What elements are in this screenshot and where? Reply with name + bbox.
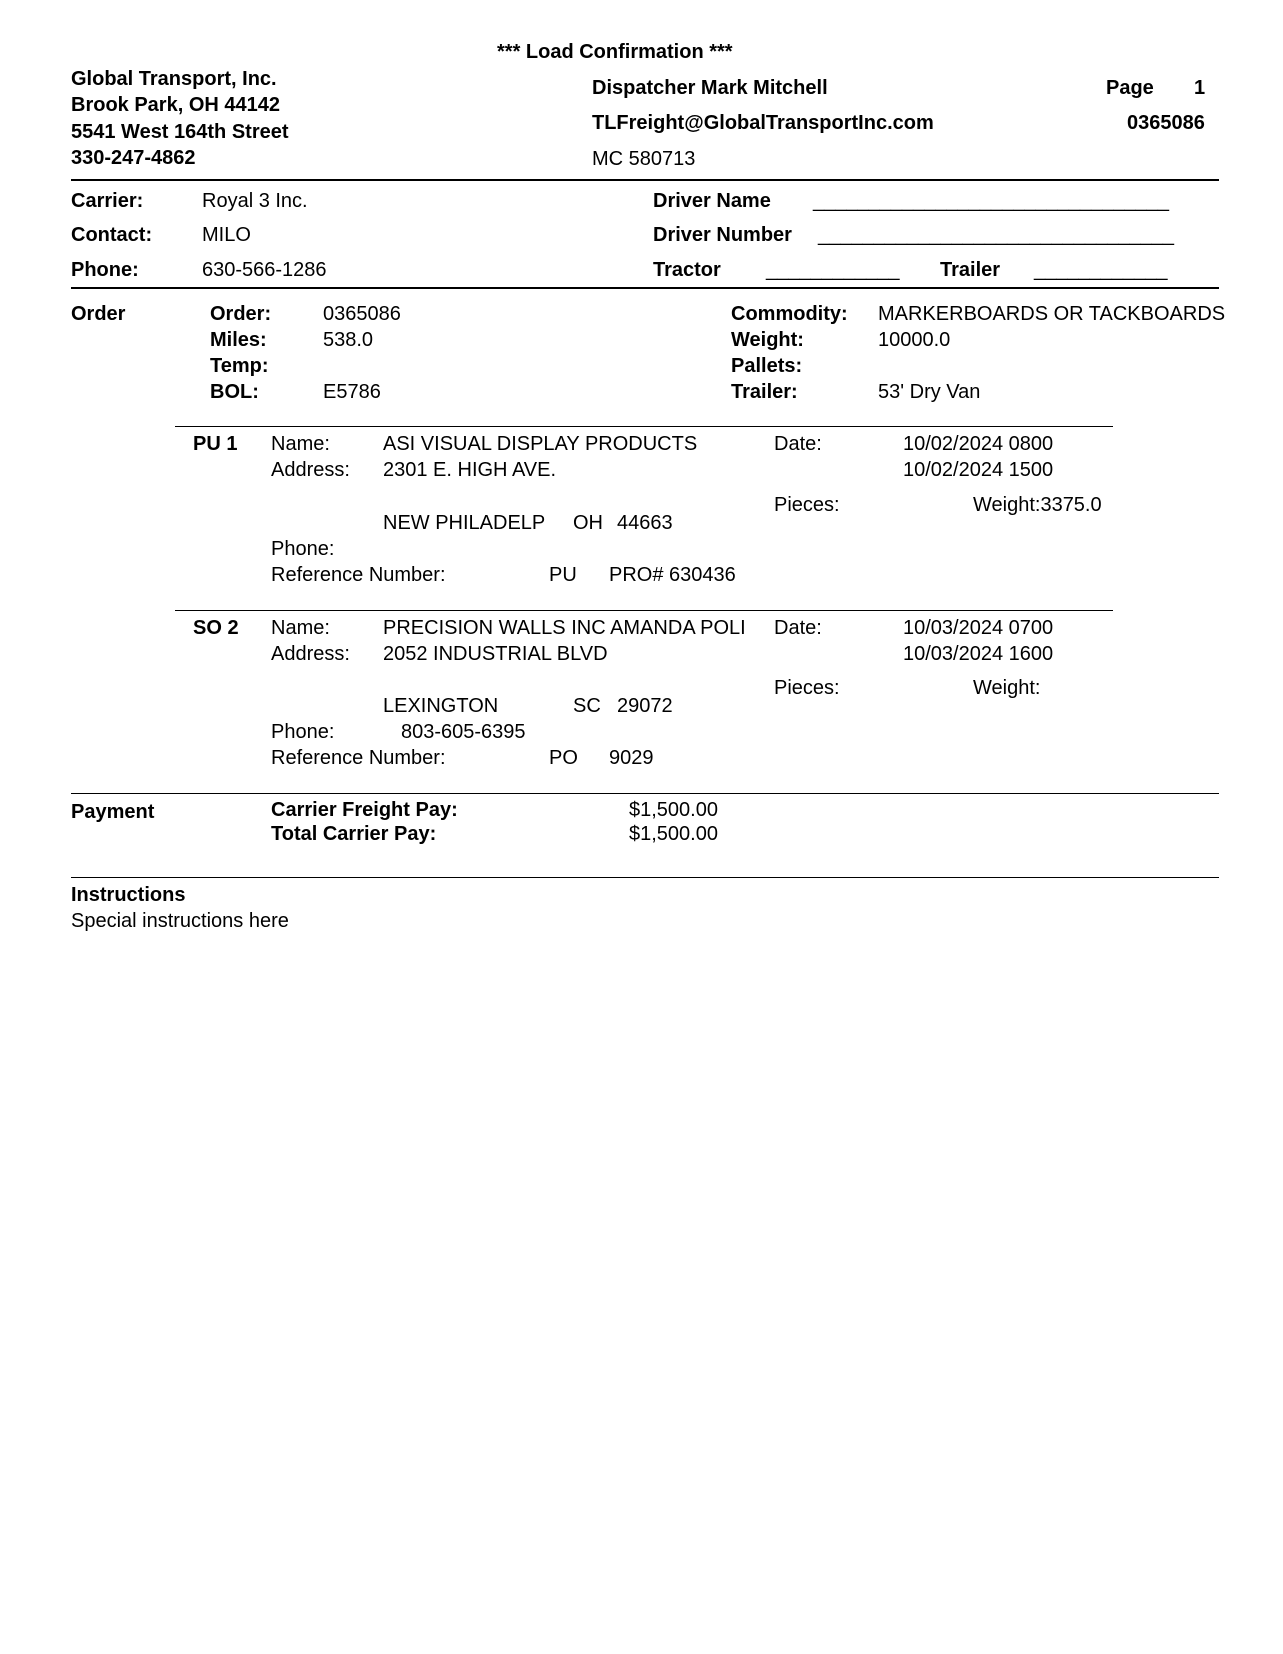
stop-2-reference-type: PO xyxy=(549,747,578,769)
driver-name-label: Driver Name xyxy=(653,190,771,212)
stop-1-date-label: Date: xyxy=(774,433,822,455)
company-city-state-zip: Brook Park, OH 44142 xyxy=(71,94,280,116)
page-label: Page xyxy=(1106,77,1154,99)
stop-2-state: SC xyxy=(573,695,601,717)
contact-label: Contact: xyxy=(71,224,153,246)
stop-2-code: SO 2 xyxy=(193,617,239,639)
carrier-freight-pay-label: Carrier Freight Pay: xyxy=(271,799,458,821)
order-number-label: Order: xyxy=(210,303,272,325)
order-number-value: 0365086 xyxy=(323,303,401,325)
page-number: 1 xyxy=(1194,77,1206,99)
order-weight-value: 10000.0 xyxy=(878,329,951,351)
driver-number-field[interactable]: ________________________________ xyxy=(818,224,1174,246)
driver-name-field[interactable]: ________________________________ xyxy=(813,190,1169,212)
carrier-phone-value: 630-566-1286 xyxy=(202,259,327,281)
stop-2-reference-value: 9029 xyxy=(609,747,654,769)
trailer-label: Trailer xyxy=(940,259,1001,281)
stop-2-name: PRECISION WALLS INC AMANDA POLI xyxy=(383,617,746,639)
carrier-freight-pay-value: $1,500.00 xyxy=(629,799,718,821)
dispatcher-email: TLFreight@GlobalTransportInc.com xyxy=(592,112,934,134)
stop-1-phone-label: Phone: xyxy=(271,538,335,560)
order-trailer-label: Trailer: xyxy=(731,381,798,403)
instructions-divider xyxy=(71,877,1219,878)
stop-2-date-label: Date: xyxy=(774,617,822,639)
tractor-field[interactable]: ____________ xyxy=(766,259,900,281)
stop-1-reference-value: PRO# 630436 xyxy=(609,564,736,586)
tractor-label: Tractor xyxy=(653,259,721,281)
stop-1-pieces-label: Pieces: xyxy=(774,494,840,516)
stop-2-zip: 29072 xyxy=(617,695,673,717)
temp-label: Temp: xyxy=(210,355,269,377)
carrier-phone-label: Phone: xyxy=(71,259,139,281)
load-number: 0365086 xyxy=(1127,112,1205,134)
company-name: Global Transport, Inc. xyxy=(71,68,277,90)
mc-number: MC 580713 xyxy=(592,148,696,170)
dispatcher-name: Dispatcher Mark Mitchell xyxy=(592,77,828,99)
stop-2-address-label: Address: xyxy=(271,643,350,665)
stop-2-date-end: 10/03/2024 1600 xyxy=(903,643,1054,665)
total-carrier-pay-value: $1,500.00 xyxy=(629,823,718,845)
order-section-label: Order xyxy=(71,303,126,325)
header-divider xyxy=(71,179,1219,181)
stop-1-divider xyxy=(175,426,1113,427)
carrier-value: Royal 3 Inc. xyxy=(202,190,308,212)
stop-1-code: PU 1 xyxy=(193,433,238,455)
order-trailer-value: 53' Dry Van xyxy=(878,381,981,403)
stop-1-date-start: 10/02/2024 0800 xyxy=(903,433,1054,455)
stop-1-address-label: Address: xyxy=(271,459,350,481)
stop-1-reference-type: PU xyxy=(549,564,577,586)
stop-1-zip: 44663 xyxy=(617,512,673,534)
pallets-label: Pallets: xyxy=(731,355,803,377)
bol-value: E5786 xyxy=(323,381,381,403)
stop-1-name-label: Name: xyxy=(271,433,330,455)
stop-2-phone: 803-605-6395 xyxy=(401,721,526,743)
company-phone: 330-247-4862 xyxy=(71,147,196,169)
stop-2-phone-label: Phone: xyxy=(271,721,335,743)
stop-2-reference-label: Reference Number: xyxy=(271,747,446,769)
total-carrier-pay-label: Total Carrier Pay: xyxy=(271,823,437,845)
company-street: 5541 West 164th Street xyxy=(71,121,289,143)
stop-1-city: NEW PHILADELP xyxy=(383,512,546,534)
trailer-field[interactable]: ____________ xyxy=(1034,259,1168,281)
stop-2-city: LEXINGTON xyxy=(383,695,499,717)
stop-2-date-start: 10/03/2024 0700 xyxy=(903,617,1054,639)
miles-value: 538.0 xyxy=(323,329,374,351)
commodity-value: MARKERBOARDS OR TACKBOARDS xyxy=(878,303,1226,325)
carrier-label: Carrier: xyxy=(71,190,144,212)
instructions-text: Special instructions here xyxy=(71,910,289,932)
contact-value: MILO xyxy=(202,224,251,246)
driver-number-label: Driver Number xyxy=(653,224,792,246)
instructions-heading: Instructions xyxy=(71,884,186,906)
payment-divider xyxy=(71,793,1219,794)
stop-1-reference-label: Reference Number: xyxy=(271,564,446,586)
miles-label: Miles: xyxy=(210,329,267,351)
stop-1-address: 2301 E. HIGH AVE. xyxy=(383,459,557,481)
payment-section-label: Payment xyxy=(71,801,155,823)
commodity-label: Commodity: xyxy=(731,303,848,325)
stop-2-divider xyxy=(175,610,1113,611)
order-weight-label: Weight: xyxy=(731,329,804,351)
stop-2-pieces-label: Pieces: xyxy=(774,677,840,699)
stop-1-weight: Weight:3375.0 xyxy=(973,494,1102,516)
carrier-divider xyxy=(71,287,1219,289)
stop-1-state: OH xyxy=(573,512,603,534)
stop-2-name-label: Name: xyxy=(271,617,330,639)
stop-2-weight: Weight: xyxy=(973,677,1041,699)
stop-2-address: 2052 INDUSTRIAL BLVD xyxy=(383,643,608,665)
bol-label: BOL: xyxy=(210,381,259,403)
stop-1-date-end: 10/02/2024 1500 xyxy=(903,459,1054,481)
document-title: *** Load Confirmation *** xyxy=(497,41,733,63)
stop-1-name: ASI VISUAL DISPLAY PRODUCTS xyxy=(383,433,698,455)
